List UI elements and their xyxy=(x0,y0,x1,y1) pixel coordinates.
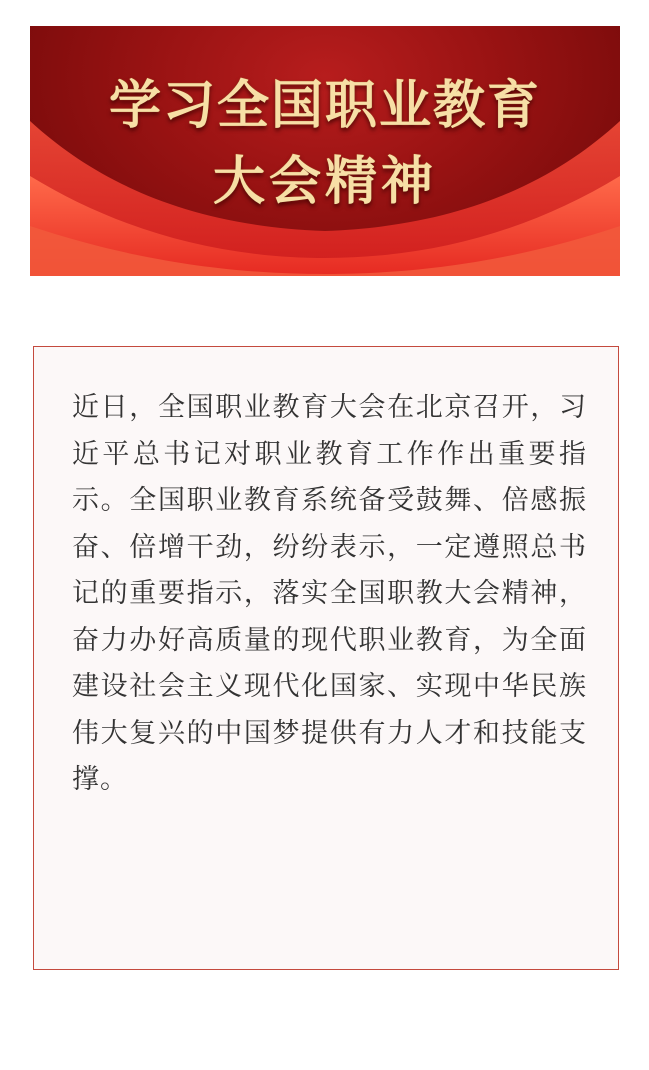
banner-title-line1: 学习全国职业教育 xyxy=(108,75,541,136)
header-banner xyxy=(30,26,620,276)
banner-title-line2: 大会精神 xyxy=(212,151,437,212)
body-paragraph: 近日，全国职业教育大会在北京召开，习近平总书记对职业教育工作作出重要指示。全国职业教育系统备受鼓舞、倍感振奋、倍增干劲，纷纷表示，一定遵照总书记的重要指示，落实全国职教大会精神，奋力办好高质量的现代职业教育，为全面建设社会主义现代化国家、实现中华民族伟大复兴的中国梦提供有力人才和技能支撑。 xyxy=(72,392,587,795)
content-box xyxy=(33,346,619,970)
